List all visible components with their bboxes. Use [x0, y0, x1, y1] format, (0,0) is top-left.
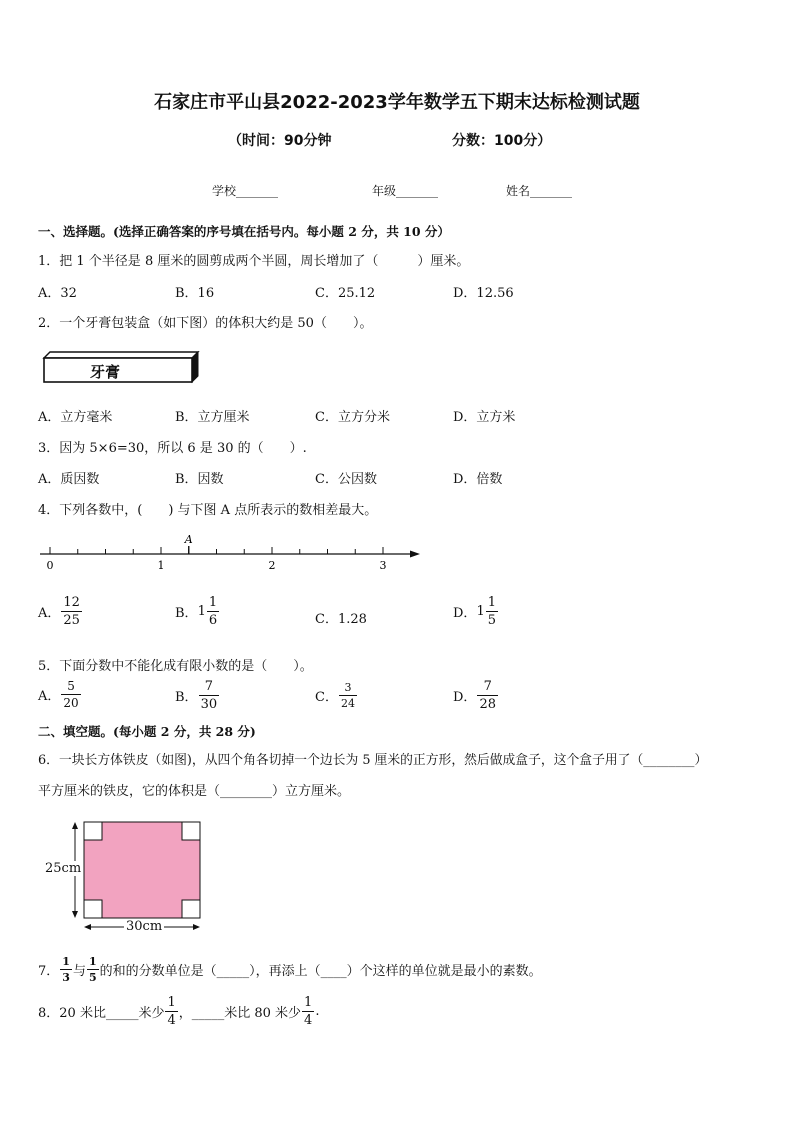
q1-option-c: C．25.12: [315, 286, 376, 301]
number-line-labels: [47, 559, 387, 572]
q4-option-c: C．1.28: [315, 612, 367, 627]
q2-option-c: C．立方分米: [315, 410, 390, 425]
q2-text: 2．一个牙膏包装盒（如下图）的体积大约是 50（ ）。: [38, 316, 373, 331]
height-label: 25cm: [45, 861, 82, 876]
q8-frac2-den: 4: [304, 1013, 313, 1028]
q5-text: 5．下面分数中不能化成有限小数的是（ ）。: [38, 659, 313, 674]
page-title: 石家庄市平山县2022-2023学年数学五下期末达标检测试题: [154, 92, 640, 113]
q4-a-den: 25: [63, 613, 80, 628]
q3-option-b: B．因数: [175, 472, 224, 487]
q8-frac1-den: 4: [167, 1013, 176, 1028]
q5-option-d: [453, 680, 499, 711]
q8-part2: ，_____米比 80 米少: [178, 1006, 302, 1021]
q5-option-b: [175, 680, 220, 711]
number-line-label: 0: [46, 559, 54, 572]
q5-b-prefix: B．: [175, 690, 198, 705]
q5-b-den: 30: [200, 697, 218, 712]
time-label: （时间：90分钟: [228, 133, 332, 149]
q4-d-prefix: D．: [453, 606, 477, 621]
q7-frac2-num: 1: [88, 955, 97, 968]
q5-c-den: 24: [340, 697, 355, 710]
q4-b-whole: 1: [197, 604, 206, 619]
q5-a-den: 20: [63, 696, 79, 710]
point-a-label: A: [184, 533, 193, 546]
number-line-label: 1: [157, 559, 165, 572]
grade-field: 年级_______: [372, 184, 439, 198]
q7-frac1-num: 1: [62, 955, 70, 968]
q5-c-num: 3: [344, 681, 352, 694]
number-line-ticks: [50, 546, 383, 554]
q4-d-num: 1: [487, 595, 496, 610]
q7-frac2-den: 5: [88, 971, 97, 984]
q5-a-prefix: A．: [38, 689, 61, 704]
q4-a-prefix: A．: [38, 606, 61, 621]
q2-option-b: B．立方厘米: [175, 410, 250, 425]
section1-heading: 一、选择题。(选择正确答案的序号填在括号内。每小题 2 分，共 10 分）: [38, 224, 450, 239]
q4-a-num: 12: [63, 595, 80, 610]
q5-option-a: [38, 680, 82, 709]
q5-d-den: 28: [479, 697, 496, 712]
school-field: 学校_______: [212, 184, 279, 198]
q8-frac2-num: 1: [304, 995, 313, 1010]
q5-d-num: 7: [483, 679, 492, 694]
q4-b-prefix: B．: [175, 606, 198, 621]
q1-option-d: D．12.56: [453, 286, 514, 301]
q7-mid: 与: [72, 964, 86, 979]
toothpaste-box-figure: [40, 349, 202, 387]
q2-option-d: D．立方米: [453, 410, 516, 425]
q3-option-a: A．质因数: [38, 472, 100, 487]
q1-text: 1．把 1 个半径是 8 厘米的圆剪成两个半圆，周长增加了（ ）厘米。: [38, 254, 470, 269]
q8-text: [38, 996, 319, 1027]
number-line-label: 2: [268, 559, 276, 572]
q3-option-d: D．倍数: [453, 472, 503, 487]
number-line: [30, 528, 430, 574]
q1-option-a: A．32: [38, 286, 77, 301]
number-line-label: 3: [379, 559, 387, 572]
q4-text: 4．下列各数中，( ) 与下图 A 点所表示的数相差最大。: [38, 503, 378, 518]
q1-option-b: B．16: [175, 286, 215, 301]
q6-line2: 平方厘米的铁皮，它的体积是（________）立方厘米。: [38, 784, 351, 799]
section2-heading: 二、填空题。(每小题 2 分，共 28 分): [38, 724, 256, 739]
q4-b-den: 6: [208, 613, 218, 628]
q7-prefix: 7．: [38, 964, 60, 979]
q8-part1: 8．20 米比_____米少: [38, 1006, 165, 1021]
name-field: 姓名_______: [506, 184, 573, 198]
q6-line1: 6．一块长方体铁皮（如图)，从四个角各切掉一个边长为 5 厘米的正方形，然后做成盒子，这个盒子用了（________）: [38, 753, 708, 768]
q4-option-a: [38, 596, 83, 627]
q8-frac1-num: 1: [167, 995, 176, 1010]
q3-text: 3．因为 5×6=30，所以 6 是 30 的（ ）.: [38, 441, 307, 456]
q7-frac1-den: 3: [62, 971, 70, 984]
metal-sheet-figure: [42, 816, 212, 938]
q5-c-prefix: C．: [315, 690, 338, 705]
q3-option-c: C．公因数: [315, 472, 377, 487]
q7-rest: 的和的分数单位是（_____），再添上（____）个这样的单位就是最小的素数。: [99, 964, 542, 979]
box-label: 牙膏: [90, 363, 121, 381]
q4-option-b: [175, 596, 220, 627]
q4-d-whole: 1: [476, 604, 485, 619]
q4-d-den: 5: [487, 613, 496, 628]
q4-b-num: 1: [208, 595, 218, 610]
q4-option-d: [453, 596, 499, 627]
width-label: 30cm: [126, 919, 163, 934]
q5-a-num: 5: [67, 679, 75, 693]
q5-d-prefix: D．: [453, 690, 477, 705]
q7-text: [38, 956, 542, 983]
q5-b-num: 7: [204, 679, 213, 694]
q5-option-c: [315, 682, 358, 709]
score-label: 分数：100分）: [452, 133, 552, 149]
q2-option-a: A．立方毫米: [38, 410, 113, 425]
q8-end: .: [315, 1004, 320, 1019]
